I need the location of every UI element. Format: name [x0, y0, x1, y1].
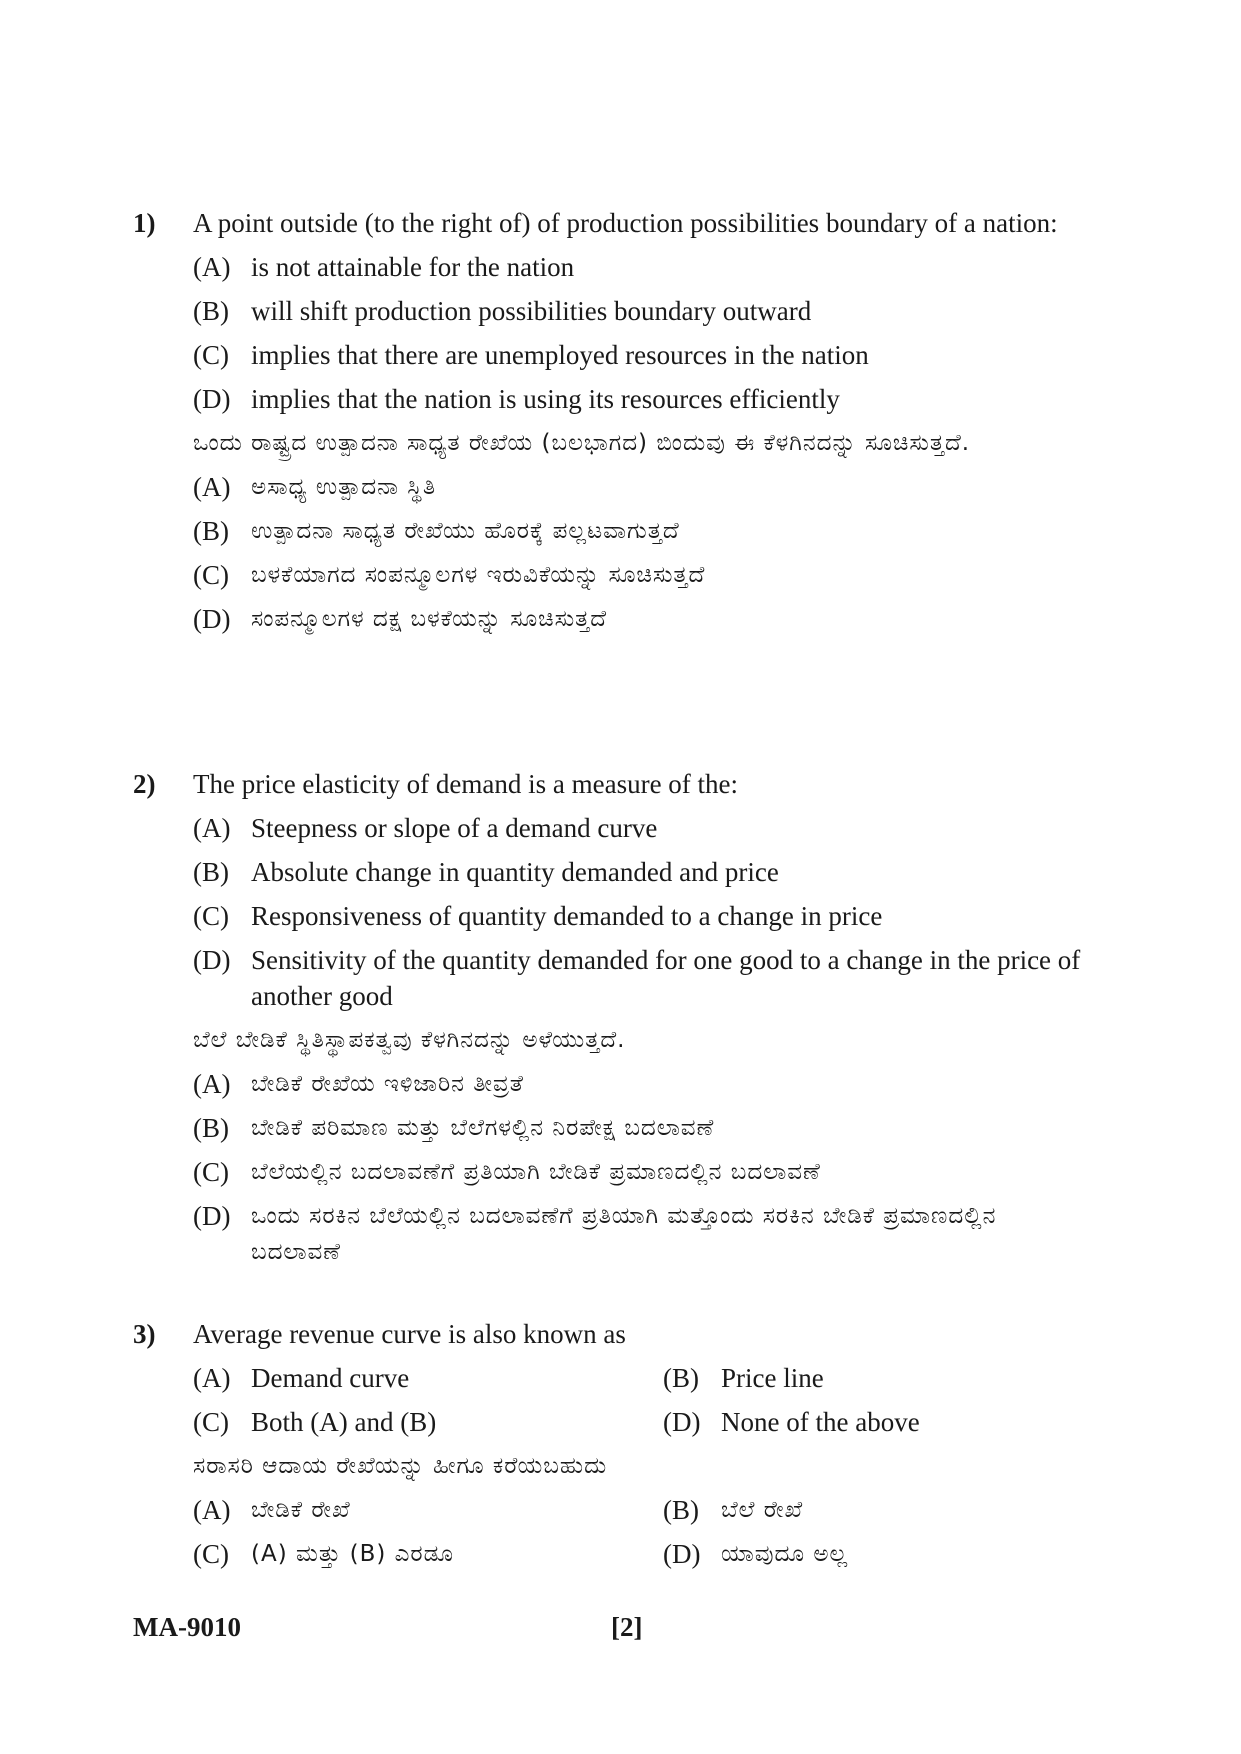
question-number: 2) — [133, 769, 156, 799]
option-label: (A) — [193, 472, 231, 502]
option-c-english — [193, 337, 1083, 373]
option-b-english — [193, 293, 1083, 329]
option-text: (A) ಮತ್ತು (B) ಎರಡೂ — [251, 1541, 454, 1567]
option-text: ಅಸಾಧ್ಯ ಉತ್ಪಾದನಾ ಸ್ಥಿತಿ — [251, 474, 437, 500]
option-d-kannada — [193, 601, 1083, 637]
paper-code: MA-9010 — [133, 1612, 241, 1642]
option-b-kannada — [193, 513, 1083, 549]
option-c-kannada — [193, 1154, 1083, 1190]
option-text: ಉತ್ಪಾದನಾ ಸಾಧ್ಯತ ರೇಖೆಯು ಹೊರಕ್ಕೆ ಪಲ್ಲಟವಾಗುತ್ತದೆ — [251, 518, 680, 544]
option-label: (A) — [193, 1363, 231, 1393]
option-label: (A) — [193, 1495, 231, 1525]
option-text: ಬಳಕೆಯಾಗದ ಸಂಪನ್ಮೂಲಗಳ ಇರುವಿಕೆಯನ್ನು ಸೂಚಿಸುತ್ತದೆ — [251, 562, 706, 588]
options-grid-english — [193, 1352, 1083, 1440]
option-label: (C) — [193, 340, 229, 370]
option-c-english — [193, 898, 1083, 934]
question-3 — [133, 1316, 1083, 1572]
option-label: (D) — [193, 604, 231, 634]
option-text: is not attainable for the nation — [251, 252, 575, 282]
option-text: Sensitivity of the quantity demanded for one good to a change in the price of another good — [251, 945, 1081, 1011]
option-text: None of the above — [721, 1407, 920, 1437]
option-text: ಬೆಲೆಯಲ್ಲಿನ ಬದಲಾವಣೆಗೆ ಪ್ರತಿಯಾಗಿ ಬೇಡಿಕೆ ಪ್ರಮಾಣದಲ್ಲಿನ ಬದಲಾವಣೆ — [251, 1159, 821, 1185]
question-stem-kannada: ಸರಾಸರಿ ಆದಾಯ ರೇಖೆಯನ್ನು ಹೀಗೂ ಕರೆಯಬಹುದು — [193, 1453, 608, 1479]
option-label: (D) — [663, 1407, 701, 1437]
page-footer — [133, 1612, 1083, 1652]
option-text: ಬೆಲೆ ರೇಖೆ — [721, 1497, 804, 1523]
option-d-english — [193, 942, 1083, 1014]
option-text: Absolute change in quantity demanded and price — [251, 857, 779, 887]
option-text: Price line — [721, 1363, 824, 1393]
question-number: 3) — [133, 1319, 156, 1349]
option-c-kannada — [193, 557, 1083, 593]
option-label: (B) — [193, 1113, 229, 1143]
option-label: (C) — [193, 1157, 229, 1187]
question-body — [193, 1316, 1083, 1572]
option-d-english — [193, 381, 1083, 417]
option-c-kannada — [193, 1536, 663, 1572]
option-text: will shift production possibilities boundary outward — [251, 296, 812, 326]
question-stem-kannada: ಬೆಲೆ ಬೇಡಿಕೆ ಸ್ಥಿತಿಸ್ಥಾಪಕತ್ವವು ಕೆಳಗಿನದನ್ನು ಅಳೆಯುತ್ತದೆ. — [193, 1027, 626, 1053]
option-a-kannada — [193, 1066, 1083, 1102]
option-d-kannada — [663, 1536, 1083, 1572]
option-text: ಬೇಡಿಕೆ ರೇಖೆಯ ಇಳಿಜಾರಿನ ತೀವ್ರತೆ — [251, 1071, 524, 1097]
option-text: ಬೇಡಿಕೆ ರೇಖೆ — [251, 1497, 351, 1523]
option-a-kannada — [193, 1492, 663, 1528]
option-c-english — [193, 1404, 663, 1440]
question-stem-kannada: ಒಂದು ರಾಷ್ಟ್ರದ ಉತ್ಪಾದನಾ ಸಾಧ್ಯತ ರೇಖೆಯ (ಬಲಭಾಗದ) ಬಿಂದುವು ಈ ಕೆಳಗಿನದನ್ನು ಸೂಚಿಸುತ್ತದೆ. — [193, 430, 971, 456]
option-label: (B) — [663, 1363, 699, 1393]
option-label: (C) — [193, 560, 229, 590]
option-a-english — [193, 810, 1083, 846]
option-label: (C) — [193, 1407, 229, 1437]
option-d-english — [663, 1404, 1083, 1440]
option-label: (B) — [193, 857, 229, 887]
question-body — [193, 205, 1083, 637]
option-label: (A) — [193, 1069, 231, 1099]
option-text: Both (A) and (B) — [251, 1407, 437, 1437]
option-label: (D) — [193, 945, 231, 975]
option-label: (A) — [193, 252, 231, 282]
option-a-english — [193, 249, 1083, 285]
question-body — [193, 766, 1083, 1270]
option-a-kannada — [193, 469, 1083, 505]
option-a-english — [193, 1360, 663, 1396]
option-text: implies that there are unemployed resources in the nation — [251, 340, 869, 370]
option-label: (C) — [193, 901, 229, 931]
option-label: (D) — [663, 1539, 701, 1569]
page-number: [2] — [611, 1612, 643, 1642]
option-label: (B) — [663, 1495, 699, 1525]
option-text: implies that the nation is using its resources efficiently — [251, 384, 840, 414]
option-text: ಒಂದು ಸರಕಿನ ಬೆಲೆಯಲ್ಲಿನ ಬದಲಾವಣೆಗೆ ಪ್ರತಿಯಾಗಿ ಮತ್ತೊಂದು ಸರಕಿನ ಬೇಡಿಕೆ ಪ್ರಮಾಣದಲ್ಲಿನ ಬದಲಾವಣೆ — [251, 1203, 997, 1265]
option-text: Demand curve — [251, 1363, 410, 1393]
option-b-kannada — [663, 1492, 1083, 1528]
option-text: ಯಾವುದೂ ಅಲ್ಲ — [721, 1541, 849, 1567]
option-b-kannada — [193, 1110, 1083, 1146]
option-label: (D) — [193, 1201, 231, 1231]
question-stem-english: A point outside (to the right of) of production possibilities boundary of a nation: — [193, 208, 1058, 238]
option-label: (A) — [193, 813, 231, 843]
option-d-kannada — [193, 1198, 1083, 1270]
option-text: ಸಂಪನ್ಮೂಲಗಳ ದಕ್ಷ ಬಳಕೆಯನ್ನು ಸೂಚಿಸುತ್ತದೆ — [251, 606, 608, 632]
question-stem-english: Average revenue curve is also known as — [193, 1319, 626, 1349]
option-label: (C) — [193, 1539, 229, 1569]
option-label: (B) — [193, 296, 229, 326]
option-label: (D) — [193, 384, 231, 414]
question-number: 1) — [133, 208, 156, 238]
option-label: (B) — [193, 516, 229, 546]
question-1 — [133, 205, 1083, 637]
option-text: Responsiveness of quantity demanded to a change in price — [251, 901, 883, 931]
option-text: Steepness or slope of a demand curve — [251, 813, 658, 843]
question-2 — [133, 766, 1083, 1270]
option-b-english — [193, 854, 1083, 890]
options-grid-kannada — [193, 1484, 1083, 1572]
question-stem-english: The price elasticity of demand is a measure of the: — [193, 769, 739, 799]
option-text: ಬೇಡಿಕೆ ಪರಿಮಾಣ ಮತ್ತು ಬೆಲೆಗಳಲ್ಲಿನ ನಿರಪೇಕ್ಷ ಬದಲಾವಣೆ — [251, 1115, 715, 1141]
option-b-english — [663, 1360, 1083, 1396]
